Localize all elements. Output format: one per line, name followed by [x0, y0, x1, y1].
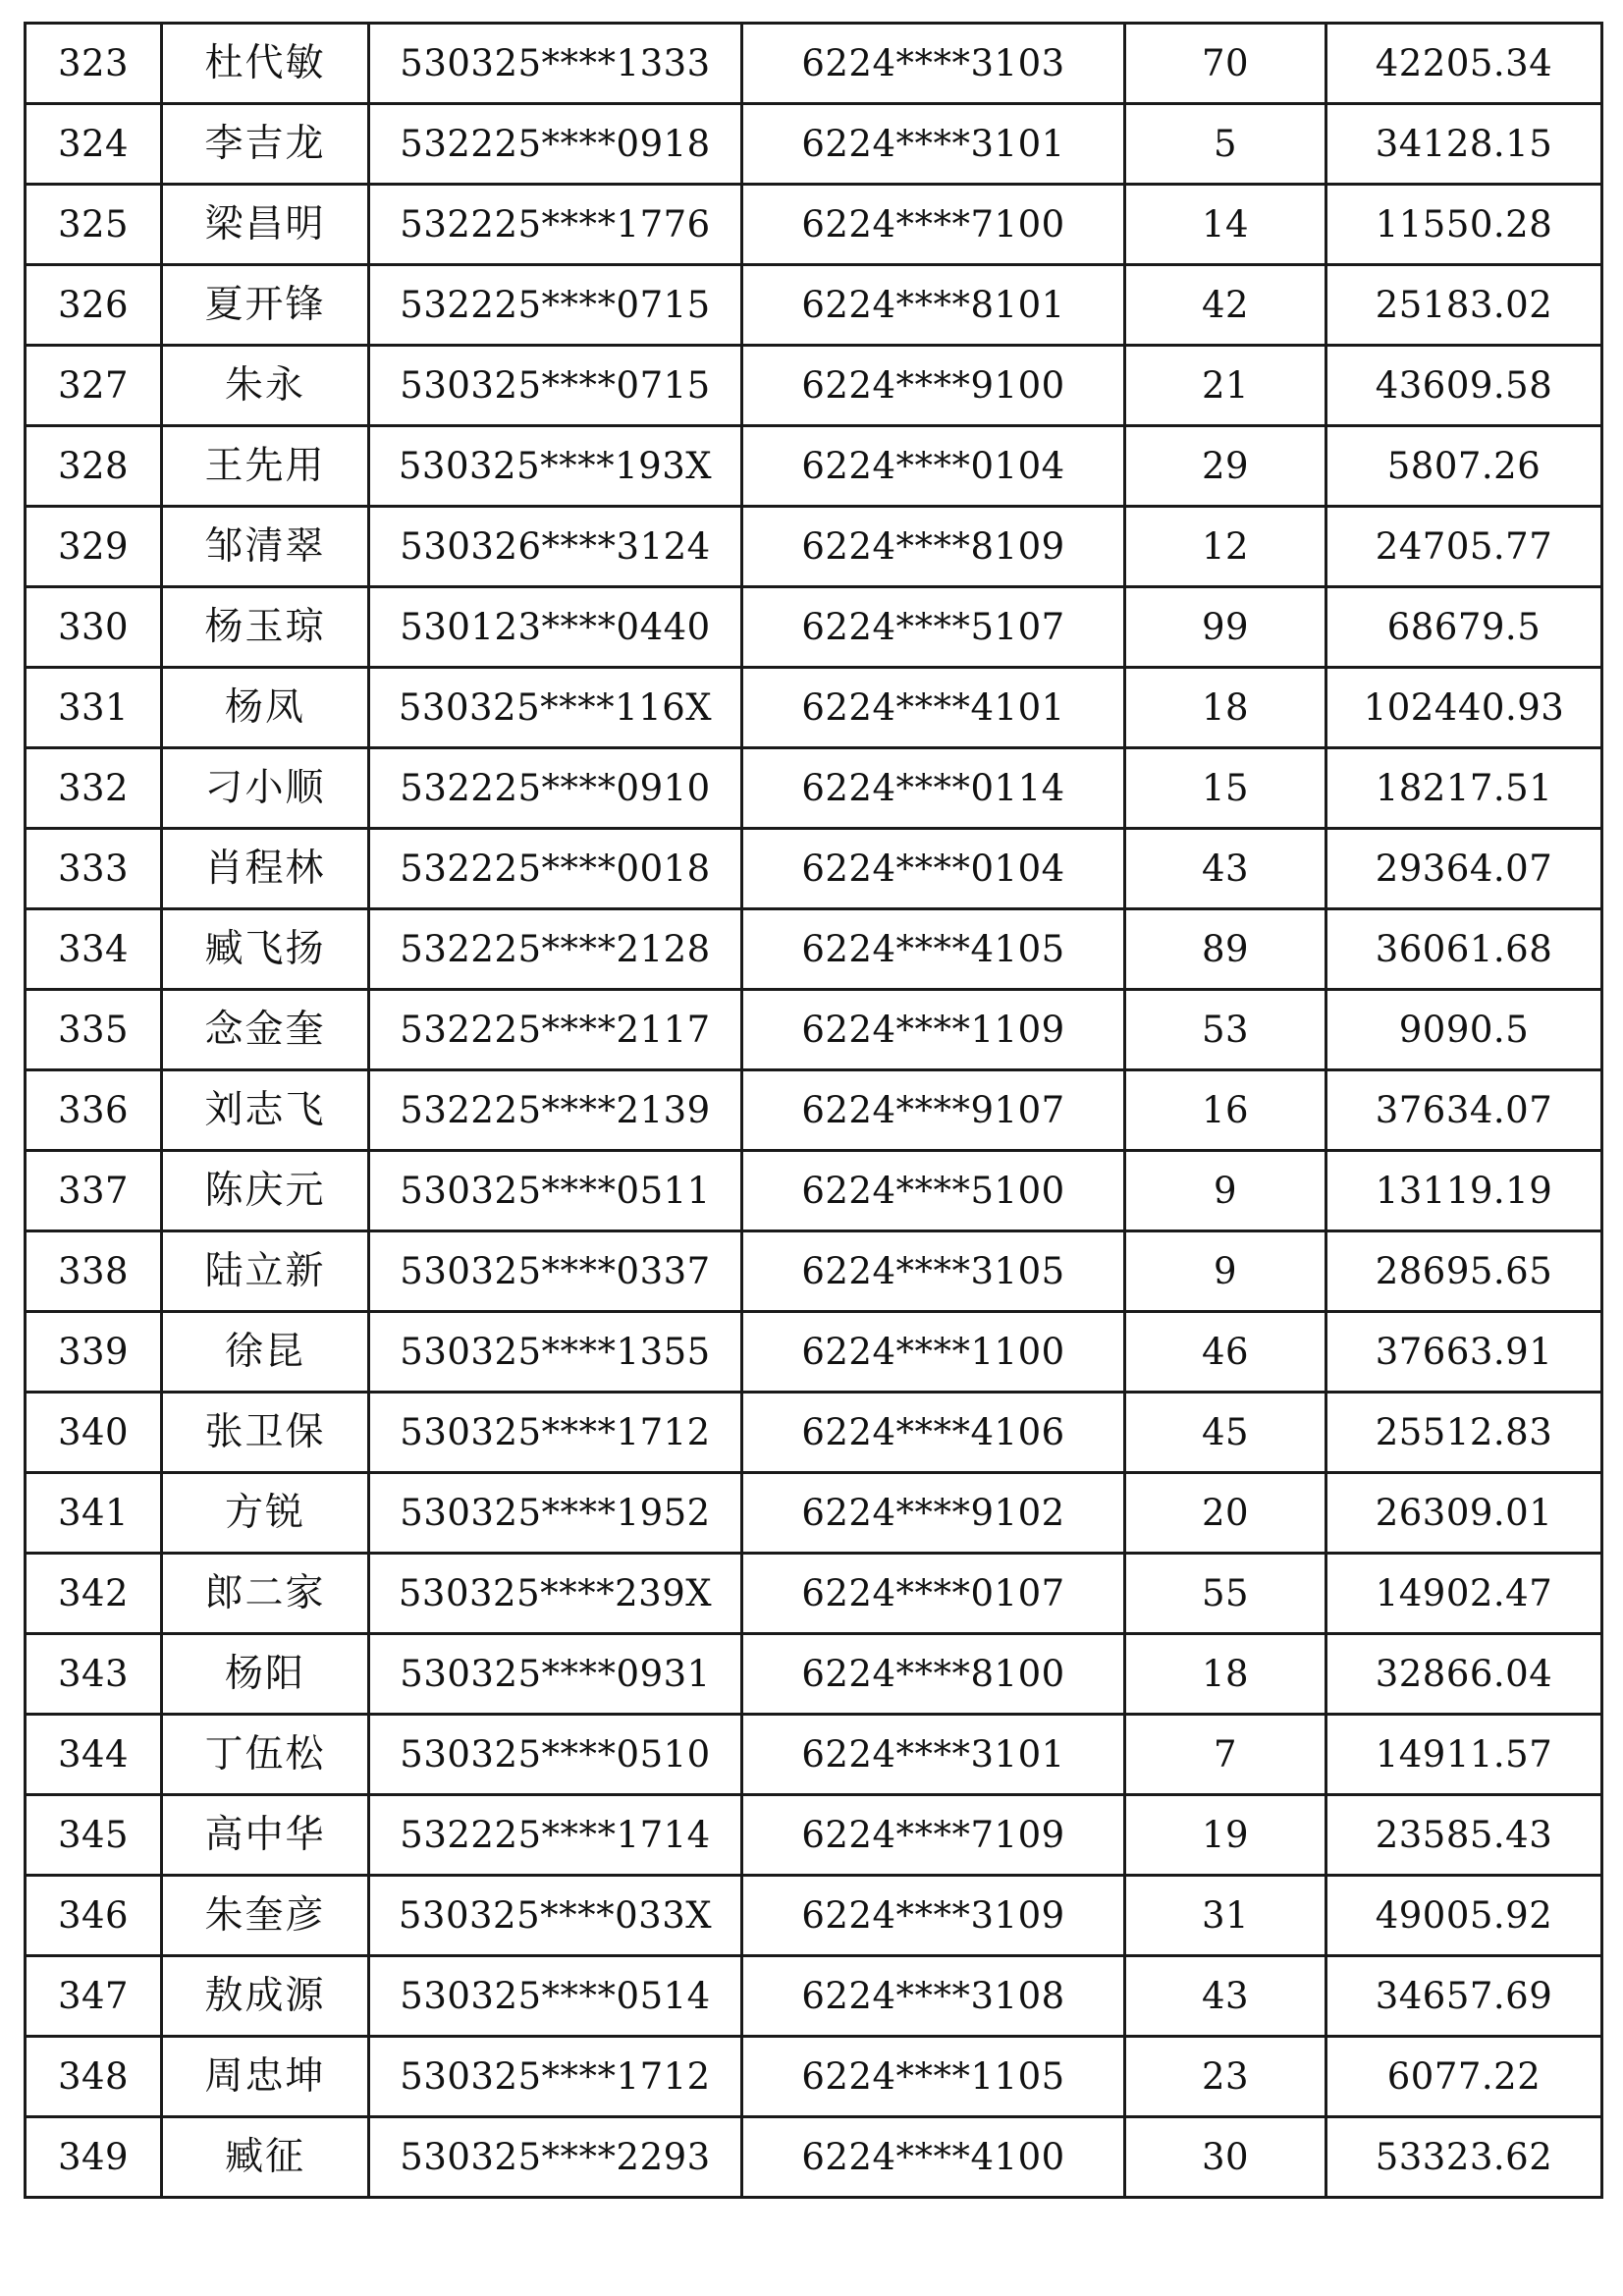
name-cell: 朱奎彦: [162, 1876, 369, 1956]
table-row: [26, 1393, 1602, 1473]
id-number-cell: 530325****0715: [369, 346, 742, 426]
row-number-cell: 344: [26, 1715, 162, 1795]
amount-cell: 36061.68: [1326, 909, 1602, 990]
bank-card-cell: 6224****3101: [742, 1715, 1125, 1795]
name-cell: 梁昌明: [162, 185, 369, 265]
row-number-cell: 332: [26, 748, 162, 829]
id-number-cell: 532225****0918: [369, 104, 742, 185]
bank-card-cell: 6224****8101: [742, 265, 1125, 346]
id-number-cell: 530325****116X: [369, 668, 742, 748]
bank-card-cell: 6224****4106: [742, 1393, 1125, 1473]
count-cell: 42: [1125, 265, 1326, 346]
bank-card-cell: 6224****5107: [742, 587, 1125, 668]
id-number-cell: 530325****239X: [369, 1554, 742, 1634]
id-number-cell: 532225****0910: [369, 748, 742, 829]
table-row: [26, 265, 1602, 346]
id-number-cell: 530325****1712: [369, 1393, 742, 1473]
amount-cell: 29364.07: [1326, 829, 1602, 909]
table-row: [26, 1876, 1602, 1956]
count-cell: 9: [1125, 1151, 1326, 1231]
row-number-cell: 331: [26, 668, 162, 748]
id-number-cell: 530325****0514: [369, 1956, 742, 2037]
name-cell: 丁伍松: [162, 1715, 369, 1795]
table-row: [26, 1795, 1602, 1876]
name-cell: 杜代敏: [162, 24, 369, 104]
table-row: [26, 1070, 1602, 1151]
name-cell: 夏开锋: [162, 265, 369, 346]
name-cell: 陈庆元: [162, 1151, 369, 1231]
amount-cell: 102440.93: [1326, 668, 1602, 748]
table-row: [26, 24, 1602, 104]
table-row: [26, 1473, 1602, 1554]
row-number-cell: 327: [26, 346, 162, 426]
id-number-cell: 532225****1714: [369, 1795, 742, 1876]
count-cell: 15: [1125, 748, 1326, 829]
row-number-cell: 334: [26, 909, 162, 990]
name-cell: 王先用: [162, 426, 369, 507]
row-number-cell: 337: [26, 1151, 162, 1231]
name-cell: 郎二家: [162, 1554, 369, 1634]
count-cell: 20: [1125, 1473, 1326, 1554]
count-cell: 23: [1125, 2037, 1326, 2117]
row-number-cell: 343: [26, 1634, 162, 1715]
count-cell: 21: [1125, 346, 1326, 426]
count-cell: 7: [1125, 1715, 1326, 1795]
id-number-cell: 530325****0931: [369, 1634, 742, 1715]
count-cell: 18: [1125, 1634, 1326, 1715]
name-cell: 杨凤: [162, 668, 369, 748]
count-cell: 30: [1125, 2117, 1326, 2198]
table-row: [26, 1634, 1602, 1715]
table-row: [26, 1231, 1602, 1312]
bank-card-cell: 6224****3105: [742, 1231, 1125, 1312]
count-cell: 29: [1125, 426, 1326, 507]
amount-cell: 25512.83: [1326, 1393, 1602, 1473]
count-cell: 43: [1125, 1956, 1326, 2037]
row-number-cell: 323: [26, 24, 162, 104]
name-cell: 敖成源: [162, 1956, 369, 2037]
row-number-cell: 329: [26, 507, 162, 587]
name-cell: 杨玉琼: [162, 587, 369, 668]
id-number-cell: 532225****0018: [369, 829, 742, 909]
id-number-cell: 530325****193X: [369, 426, 742, 507]
amount-cell: 28695.65: [1326, 1231, 1602, 1312]
table-row: [26, 668, 1602, 748]
bank-card-cell: 6224****8109: [742, 507, 1125, 587]
row-number-cell: 335: [26, 990, 162, 1070]
table-row: [26, 990, 1602, 1070]
id-number-cell: 530325****1333: [369, 24, 742, 104]
table-row: [26, 587, 1602, 668]
amount-cell: 68679.5: [1326, 587, 1602, 668]
name-cell: 刘志飞: [162, 1070, 369, 1151]
amount-cell: 14902.47: [1326, 1554, 1602, 1634]
amount-cell: 11550.28: [1326, 185, 1602, 265]
count-cell: 45: [1125, 1393, 1326, 1473]
amount-cell: 49005.92: [1326, 1876, 1602, 1956]
bank-card-cell: 6224****1100: [742, 1312, 1125, 1393]
id-number-cell: 530325****0337: [369, 1231, 742, 1312]
amount-cell: 53323.62: [1326, 2117, 1602, 2198]
id-number-cell: 530325****1952: [369, 1473, 742, 1554]
bank-card-cell: 6224****7100: [742, 185, 1125, 265]
bank-card-cell: 6224****4100: [742, 2117, 1125, 2198]
count-cell: 5: [1125, 104, 1326, 185]
bank-card-cell: 6224****3108: [742, 1956, 1125, 2037]
name-cell: 方锐: [162, 1473, 369, 1554]
count-cell: 55: [1125, 1554, 1326, 1634]
bank-card-cell: 6224****4105: [742, 909, 1125, 990]
amount-cell: 23585.43: [1326, 1795, 1602, 1876]
amount-cell: 37634.07: [1326, 1070, 1602, 1151]
bank-card-cell: 6224****1105: [742, 2037, 1125, 2117]
data-table: [24, 22, 1603, 2199]
count-cell: 89: [1125, 909, 1326, 990]
id-number-cell: 530325****1712: [369, 2037, 742, 2117]
bank-card-cell: 6224****9107: [742, 1070, 1125, 1151]
id-number-cell: 530325****0510: [369, 1715, 742, 1795]
bank-card-cell: 6224****7109: [742, 1795, 1125, 1876]
amount-cell: 24705.77: [1326, 507, 1602, 587]
table-row: [26, 1956, 1602, 2037]
row-number-cell: 328: [26, 426, 162, 507]
table-row: [26, 426, 1602, 507]
amount-cell: 34657.69: [1326, 1956, 1602, 2037]
bank-card-cell: 6224****0114: [742, 748, 1125, 829]
amount-cell: 18217.51: [1326, 748, 1602, 829]
row-number-cell: 325: [26, 185, 162, 265]
count-cell: 12: [1125, 507, 1326, 587]
name-cell: 李吉龙: [162, 104, 369, 185]
id-number-cell: 530123****0440: [369, 587, 742, 668]
amount-cell: 5807.26: [1326, 426, 1602, 507]
table-body: [26, 24, 1602, 2198]
table-row: [26, 1715, 1602, 1795]
amount-cell: 34128.15: [1326, 104, 1602, 185]
amount-cell: 13119.19: [1326, 1151, 1602, 1231]
table-row: [26, 2037, 1602, 2117]
table-row: [26, 1312, 1602, 1393]
name-cell: 陆立新: [162, 1231, 369, 1312]
bank-card-cell: 6224****9102: [742, 1473, 1125, 1554]
bank-card-cell: 6224****9100: [742, 346, 1125, 426]
count-cell: 9: [1125, 1231, 1326, 1312]
id-number-cell: 530325****033X: [369, 1876, 742, 1956]
id-number-cell: 530326****3124: [369, 507, 742, 587]
count-cell: 99: [1125, 587, 1326, 668]
bank-card-cell: 6224****5100: [742, 1151, 1125, 1231]
id-number-cell: 530325****1355: [369, 1312, 742, 1393]
table-row: [26, 185, 1602, 265]
row-number-cell: 336: [26, 1070, 162, 1151]
id-number-cell: 532225****2117: [369, 990, 742, 1070]
id-number-cell: 530325****2293: [369, 2117, 742, 2198]
count-cell: 46: [1125, 1312, 1326, 1393]
id-number-cell: 532225****0715: [369, 265, 742, 346]
row-number-cell: 349: [26, 2117, 162, 2198]
id-number-cell: 532225****2139: [369, 1070, 742, 1151]
name-cell: 张卫保: [162, 1393, 369, 1473]
row-number-cell: 346: [26, 1876, 162, 1956]
amount-cell: 9090.5: [1326, 990, 1602, 1070]
bank-card-cell: 6224****0107: [742, 1554, 1125, 1634]
bank-card-cell: 6224****4101: [742, 668, 1125, 748]
count-cell: 18: [1125, 668, 1326, 748]
name-cell: 臧征: [162, 2117, 369, 2198]
amount-cell: 43609.58: [1326, 346, 1602, 426]
table-row: [26, 346, 1602, 426]
name-cell: 肖程林: [162, 829, 369, 909]
row-number-cell: 333: [26, 829, 162, 909]
amount-cell: 26309.01: [1326, 1473, 1602, 1554]
bank-card-cell: 6224****1109: [742, 990, 1125, 1070]
name-cell: 刁小顺: [162, 748, 369, 829]
count-cell: 43: [1125, 829, 1326, 909]
row-number-cell: 345: [26, 1795, 162, 1876]
count-cell: 16: [1125, 1070, 1326, 1151]
row-number-cell: 338: [26, 1231, 162, 1312]
table-row: [26, 829, 1602, 909]
row-number-cell: 340: [26, 1393, 162, 1473]
table-row: [26, 909, 1602, 990]
bank-card-cell: 6224****3101: [742, 104, 1125, 185]
amount-cell: 32866.04: [1326, 1634, 1602, 1715]
table-row: [26, 1151, 1602, 1231]
name-cell: 臧飞扬: [162, 909, 369, 990]
name-cell: 高中华: [162, 1795, 369, 1876]
name-cell: 徐昆: [162, 1312, 369, 1393]
row-number-cell: 324: [26, 104, 162, 185]
amount-cell: 25183.02: [1326, 265, 1602, 346]
row-number-cell: 342: [26, 1554, 162, 1634]
table-row: [26, 1554, 1602, 1634]
bank-card-cell: 6224****3109: [742, 1876, 1125, 1956]
id-number-cell: 532225****1776: [369, 185, 742, 265]
table-row: [26, 507, 1602, 587]
amount-cell: 14911.57: [1326, 1715, 1602, 1795]
id-number-cell: 532225****2128: [369, 909, 742, 990]
count-cell: 14: [1125, 185, 1326, 265]
amount-cell: 37663.91: [1326, 1312, 1602, 1393]
bank-card-cell: 6224****0104: [742, 829, 1125, 909]
name-cell: 杨阳: [162, 1634, 369, 1715]
row-number-cell: 348: [26, 2037, 162, 2117]
amount-cell: 6077.22: [1326, 2037, 1602, 2117]
table-row: [26, 748, 1602, 829]
name-cell: 邹清翠: [162, 507, 369, 587]
row-number-cell: 339: [26, 1312, 162, 1393]
row-number-cell: 326: [26, 265, 162, 346]
table-row: [26, 2117, 1602, 2198]
name-cell: 朱永: [162, 346, 369, 426]
count-cell: 70: [1125, 24, 1326, 104]
row-number-cell: 341: [26, 1473, 162, 1554]
row-number-cell: 347: [26, 1956, 162, 2037]
table-row: [26, 104, 1602, 185]
id-number-cell: 530325****0511: [369, 1151, 742, 1231]
bank-card-cell: 6224****3103: [742, 24, 1125, 104]
bank-card-cell: 6224****0104: [742, 426, 1125, 507]
amount-cell: 42205.34: [1326, 24, 1602, 104]
count-cell: 31: [1125, 1876, 1326, 1956]
name-cell: 周忠坤: [162, 2037, 369, 2117]
row-number-cell: 330: [26, 587, 162, 668]
name-cell: 念金奎: [162, 990, 369, 1070]
count-cell: 19: [1125, 1795, 1326, 1876]
count-cell: 53: [1125, 990, 1326, 1070]
bank-card-cell: 6224****8100: [742, 1634, 1125, 1715]
